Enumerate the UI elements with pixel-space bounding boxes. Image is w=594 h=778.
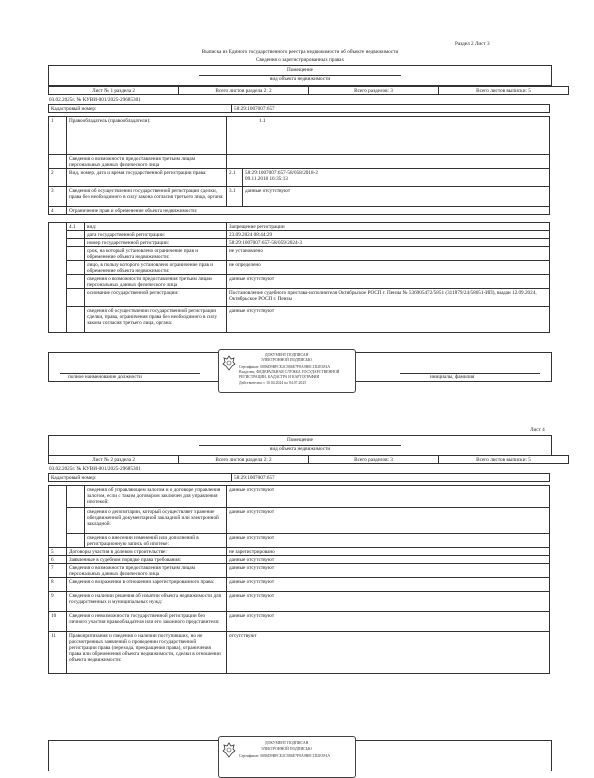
sections-total: Всего разделов: 3 — [309, 456, 439, 464]
row-label: Вид, номер, дата и время государственной регистрации права: — [67, 169, 227, 187]
page1-cad-row — [48, 104, 550, 113]
row-value-text: 1.1 — [259, 117, 266, 124]
row-num: 10 — [49, 612, 67, 632]
sub-value: 23.09.2024 08:44:29 — [227, 231, 550, 239]
sub-num: 4.1 — [67, 223, 85, 231]
page1-subtitle: Сведения о зарегистрированных правах — [255, 57, 345, 63]
e-signature-stamp-2 — [218, 736, 356, 778]
sub-label: сведения о депозитарии, который осуществляет хранение обездвиженной документарной закладной или электронной закладной: — [85, 508, 227, 534]
row-label: Заявленные в судебном порядке права требования: — [67, 556, 227, 564]
row-value: отсутствуют — [227, 632, 550, 674]
sub-value: данные отсутствуют — [227, 486, 550, 508]
sheet-total-section: Всего листов раздела 2: 2 — [179, 456, 309, 464]
cad-value: 58:29:1007007:657 — [232, 105, 550, 113]
sheets-total: Всего листов выписки: 5 — [439, 456, 569, 464]
cad-label: Кадастровый номер: — [49, 474, 232, 482]
emblem-icon — [222, 742, 236, 758]
row-label: Договоры участия в долевом строительстве: — [67, 548, 227, 556]
page2-sheet-row — [48, 455, 569, 464]
sheet-total-section: Всего листов раздела 2: 2 — [179, 87, 309, 95]
row-value: 58:29:1007007:657-58/058/2018-2 09.11.2018 16:35:13 — [243, 169, 550, 187]
sheets-total: Всего листов выписки: 5 — [439, 87, 569, 95]
sub-value: данные отсутствуют — [227, 275, 550, 289]
page2-cad-row — [48, 473, 550, 482]
page2-kind-box — [48, 435, 552, 456]
sig-position: полное наименование должности — [68, 374, 142, 380]
stamp-title: ДОКУМЕНТ ПОДПИСАН — [265, 741, 309, 745]
sub-label: сведения о возможности предоставления третьим лицам персональных данных физического лица — [85, 275, 227, 289]
row-value: данные отсутствуют — [227, 564, 550, 578]
sheet-num: Лист № 2 раздела 2 — [49, 456, 179, 464]
page1-rights-table — [48, 116, 550, 215]
stamp-line1: Сертификат: 0086D9BFCE2C5B6E7F8A9B0C1D2E3F4A — [239, 754, 331, 758]
page1-date-num: 03.02.2025г. № КУВИ-001/2025-29685301 — [49, 97, 141, 103]
stamp-line4: Действителен: с 10.04.2024 по 04.07.2025 — [239, 381, 307, 385]
row-num: 9 — [49, 592, 67, 612]
sub-value: не определено — [227, 261, 550, 275]
row-num: 8 — [49, 578, 67, 592]
page2-kind-sub: вид объекта недвижимости — [269, 446, 331, 452]
cad-label: Кадастровый номер: — [49, 105, 232, 113]
row-sub: 3.1 — [227, 187, 243, 207]
page1-kind-box — [48, 65, 552, 86]
sub-label: номер государственной регистрации: — [85, 239, 227, 247]
sub-value: данные отсутствуют — [227, 508, 550, 534]
sub-label: сведения о внесении изменений или дополнений в регистрационную запись об ипотеке: — [85, 534, 227, 548]
row-num: 4 — [49, 207, 67, 215]
row-label: Сведения о наличии решения об изъятии объекта недвижимости для государственных и муниципальных нужд: — [67, 592, 227, 612]
sub-label: основание государственной регистрации: — [85, 289, 227, 307]
page2-kind-title: Помещение — [287, 437, 313, 443]
sheet-num: Лист № 1 раздела 2 — [49, 87, 179, 95]
sub-value: данные отсутствуют — [227, 534, 550, 548]
sub-label: дата государственной регистрации: — [85, 231, 227, 239]
stamp-line2: Владелец: ФЕДЕРАЛЬНАЯ СЛУЖБА ГОСУДАРСТВЕННОЙ — [239, 370, 340, 374]
row-num: 3 — [49, 187, 67, 207]
row-num: 2 — [49, 169, 67, 187]
row-label: Сведения о возражении в отношении зарегистрированного права: — [67, 578, 227, 592]
page2-top-right: Лист 4 — [530, 427, 545, 433]
row-value: не зарегистрировано — [227, 548, 550, 556]
row-num: 11 — [49, 632, 67, 674]
sub-value: Запрещение регистрации — [227, 223, 550, 231]
sub-label: сведения об управляющем залогом и о договоре управления залогом, если с таким договором заключен для управления ипотекой: — [85, 486, 227, 508]
sub-label: вид: — [85, 223, 227, 231]
sub-value: 58:29:1007007:657-58/059/2024-3 — [227, 239, 550, 247]
emblem-icon — [222, 355, 236, 371]
page1-kind-title: Помещение — [287, 67, 313, 73]
sub-value: Постановление судебного пристава-исполнителя Октябрьское РОСП г. Пензы № 536905472/5851 (311879/24/58051-ИП), выдан 12.09.2024, Октябрьское РОСП г. Пензы — [227, 289, 550, 307]
row-label: Сведения о возможности предоставления третьим лицам персональных данных физического лица — [67, 564, 227, 578]
sub-value: данные отсутствуют — [227, 307, 550, 333]
row-value: данные отсутствуют — [227, 556, 550, 564]
row-num: 5 — [49, 548, 67, 556]
sub-value: не установлено — [227, 247, 550, 261]
row-label: Правообладатель (правообладатели): — [67, 117, 227, 155]
row-value — [227, 117, 550, 155]
sig-name: инициалы, фамилия — [430, 374, 475, 380]
stamp-title: ДОКУМЕНТ ПОДПИСАН — [265, 353, 309, 357]
row-label: Сведения о возможности предоставления третьим лицам персональных данных физического лица — [67, 155, 227, 169]
sub-label: лицо, в пользу которого установлено ограничение прав и обременение объекта недвижимости: — [85, 261, 227, 275]
stamp-title2: ЭЛЕКТРОННОЙ ПОДПИСЬЮ — [261, 358, 312, 362]
row-label: Сведения об осуществлении государственной регистрации сделки, права без необходимого в силу закона согласия третьего лица, органа: — [67, 187, 227, 207]
row-num: 1 — [49, 117, 67, 155]
page1-sheet-row — [48, 86, 569, 95]
page1-encumbrance-table — [48, 222, 550, 333]
row-label: Правопритязания и сведения о наличии поступивших, но не рассмотренных заявлений о проведении государственной регистрации права (перехода, прекращения права), ограничения права или обременения объекта недвижимости, сделки в отношении объекта недвижимости: — [67, 632, 227, 674]
stamp-line1: Сертификат: 0086D9BFCE2C5B6E7F8A9B0C1D2E3F4A — [239, 365, 331, 369]
stamp-line3: РЕГИСТРАЦИИ, КАДАСТРА И КАРТОГРАФИИ — [239, 375, 320, 379]
page1-top-right: Раздел 2 Лист 3 — [455, 41, 490, 47]
stamp-title2: ЭЛЕКТРОННОЙ ПОДПИСЬЮ — [261, 747, 312, 751]
row-label: Сведения о невозможности государственной регистрации без личного участия правообладателя или его законного представителя: — [67, 612, 227, 632]
row-num — [49, 155, 67, 169]
e-signature-stamp — [218, 349, 356, 393]
row-num: 6 — [49, 556, 67, 564]
cad-value: 58:29:1007007:657 — [232, 474, 550, 482]
row-label: Ограничение прав и обременение объекта недвижимости: — [67, 207, 550, 215]
page1-kind-sub: вид объекта недвижимости — [269, 76, 331, 82]
page2-date-num: 03.02.2025г. № КУВИ-001/2025-29685301 — [49, 466, 141, 472]
spacer-cell — [49, 223, 67, 333]
row-value — [227, 155, 550, 169]
row-value: данные отсутствуют — [227, 578, 550, 592]
sub-label: сведения об осуществлении государственной регистрации сделки, права, ограничения права без необходимого в силу закона согласия третьего лица, органа: — [85, 307, 227, 333]
sub-label: срок, на который установлено ограничение прав и обременение объекта недвижимости: — [85, 247, 227, 261]
row-value: данные отсутствуют — [227, 612, 550, 632]
page2-table — [48, 485, 550, 674]
row-num: 7 — [49, 564, 67, 578]
row-value: данные отсутствуют — [227, 592, 550, 612]
sections-total: Всего разделов: 3 — [309, 87, 439, 95]
row-sub: 2.1 — [227, 169, 243, 187]
row-value: данные отсутствуют — [243, 187, 550, 207]
page1-title: Выписка из Единого государственного реестра недвижимости об объекте недвижимости — [201, 49, 399, 55]
